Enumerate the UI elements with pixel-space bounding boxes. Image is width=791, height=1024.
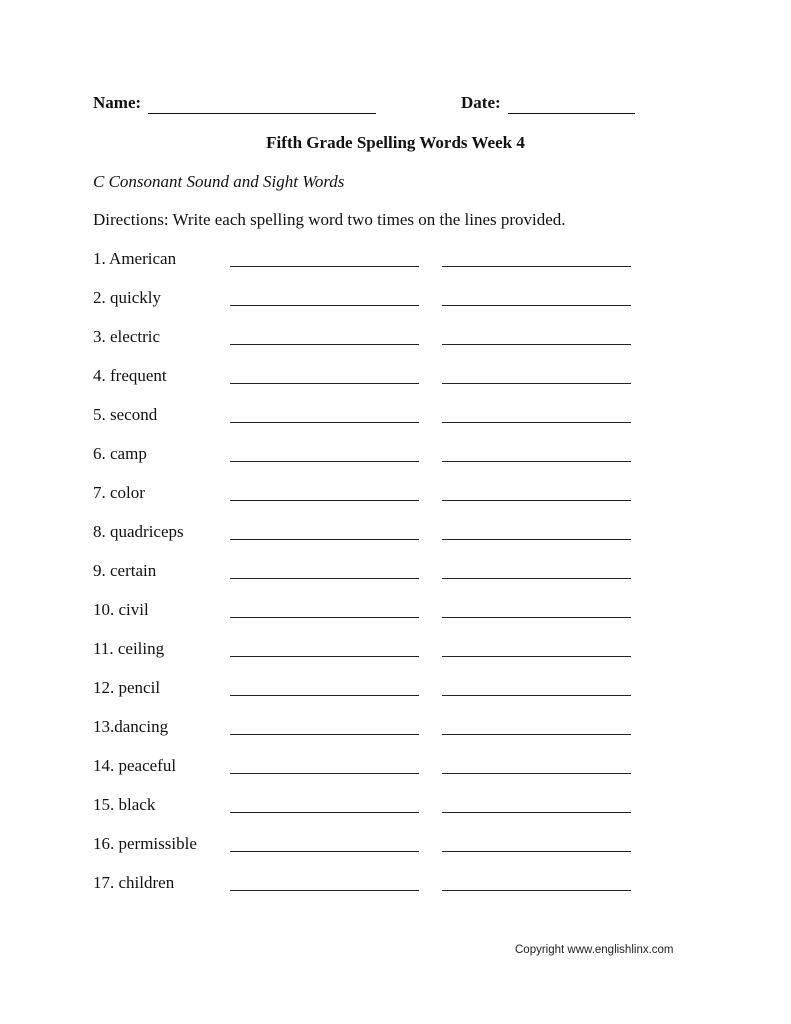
- spelling-word: 3. electric: [93, 327, 161, 346]
- write-line-first: [230, 890, 419, 891]
- word-row: [0, 405, 791, 444]
- spelling-word: 12. pencil: [93, 678, 161, 697]
- word-row: [0, 717, 791, 756]
- write-line-first: [230, 773, 419, 774]
- word-row: [0, 327, 791, 366]
- write-line-second: [442, 266, 631, 267]
- write-line-first: [230, 812, 419, 813]
- write-line-first: [230, 851, 419, 852]
- write-line-second: [442, 695, 631, 696]
- write-line-first: [230, 344, 419, 345]
- write-line-second: [442, 305, 631, 306]
- word-row: [0, 444, 791, 483]
- write-line-first: [230, 500, 419, 501]
- word-row: [0, 756, 791, 795]
- write-line-first: [230, 383, 419, 384]
- write-line-first: [230, 266, 419, 267]
- spelling-word-list: [0, 249, 791, 912]
- word-row: [0, 834, 791, 873]
- write-line-first: [230, 617, 419, 618]
- write-line-second: [442, 773, 631, 774]
- directions-text: Directions: Write each spelling word two times on the lines provided.: [93, 210, 566, 229]
- header-row: [93, 93, 653, 117]
- write-line-first: [230, 578, 419, 579]
- write-line-second: [442, 539, 631, 540]
- write-line-first: [230, 422, 419, 423]
- write-line-second: [442, 578, 631, 579]
- word-row: [0, 288, 791, 327]
- write-line-second: [442, 500, 631, 501]
- spelling-word: 6. camp: [93, 444, 147, 463]
- spelling-word: 9. certain: [93, 561, 157, 580]
- write-line-second: [442, 344, 631, 345]
- write-line-second: [442, 890, 631, 891]
- write-line-second: [442, 656, 631, 657]
- word-row: [0, 366, 791, 405]
- word-row: [0, 561, 791, 600]
- date-label: Date:: [461, 93, 501, 112]
- copyright-notice: Copyright www.englishlinx.com: [515, 944, 674, 956]
- write-line-second: [442, 461, 631, 462]
- spelling-word: 2. quickly: [93, 288, 161, 307]
- spelling-word: 7. color: [93, 483, 145, 502]
- spelling-word: 5. second: [93, 405, 158, 424]
- write-line-first: [230, 695, 419, 696]
- write-line-first: [230, 656, 419, 657]
- worksheet-subtitle: C Consonant Sound and Sight Words: [93, 172, 345, 191]
- word-row: [0, 795, 791, 834]
- spelling-word: 10. civil: [93, 600, 149, 619]
- write-line-first: [230, 539, 419, 540]
- word-row: [0, 249, 791, 288]
- spelling-word: 13.dancing: [93, 717, 169, 736]
- spelling-word: 8. quadriceps: [93, 522, 184, 541]
- worksheet-title: Fifth Grade Spelling Words Week 4: [266, 133, 525, 152]
- spelling-word: 4. frequent: [93, 366, 167, 385]
- spelling-word: 15. black: [93, 795, 156, 814]
- write-line-second: [442, 734, 631, 735]
- name-write-line: [148, 113, 376, 114]
- word-row: [0, 522, 791, 561]
- word-row: [0, 678, 791, 717]
- write-line-second: [442, 812, 631, 813]
- write-line-second: [442, 851, 631, 852]
- write-line-first: [230, 461, 419, 462]
- spelling-word: 14. peaceful: [93, 756, 177, 775]
- spelling-word: 17. children: [93, 873, 175, 892]
- write-line-first: [230, 734, 419, 735]
- name-label: Name:: [93, 93, 142, 112]
- word-row: [0, 600, 791, 639]
- word-row: [0, 873, 791, 912]
- spelling-word: 1. American: [93, 249, 177, 268]
- write-line-second: [442, 422, 631, 423]
- word-row: [0, 483, 791, 522]
- spelling-word: 16. permissible: [93, 834, 197, 853]
- write-line-second: [442, 383, 631, 384]
- write-line-second: [442, 617, 631, 618]
- spelling-word: 11. ceiling: [93, 639, 165, 658]
- write-line-first: [230, 305, 419, 306]
- word-row: [0, 639, 791, 678]
- date-write-line: [508, 113, 635, 114]
